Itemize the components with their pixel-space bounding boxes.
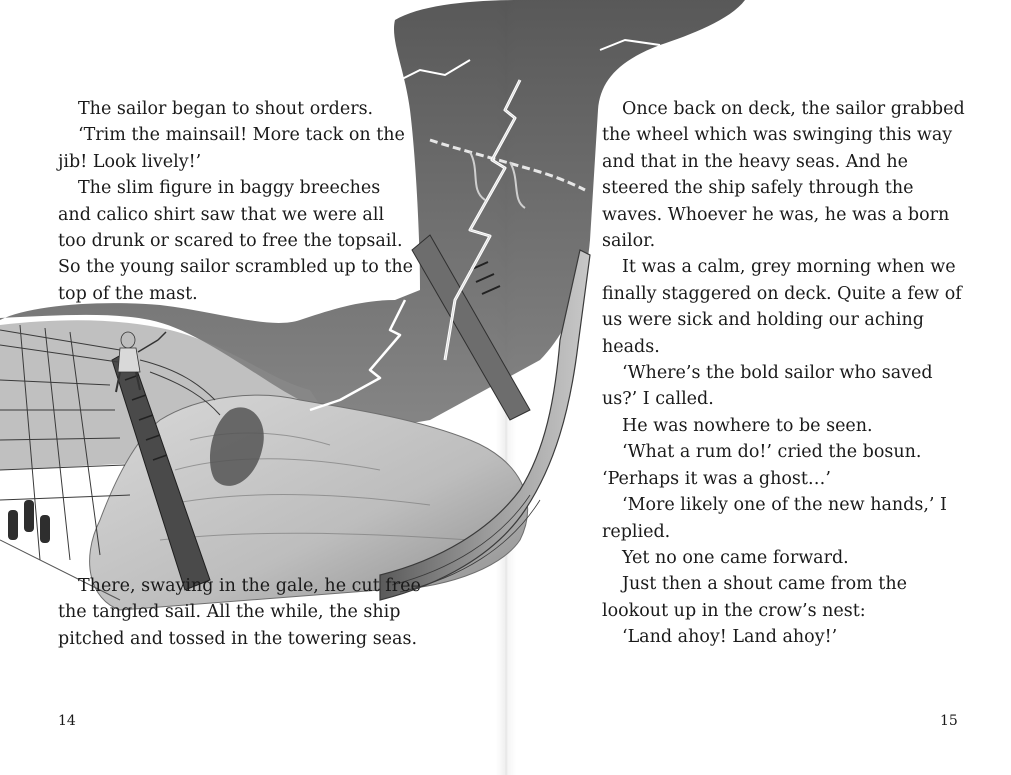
text-line: He was nowhere to be seen. bbox=[622, 415, 873, 436]
page-number-left: 14 bbox=[58, 713, 76, 729]
text-line: top of the mast. bbox=[58, 283, 198, 304]
text-line: the wheel which was swinging this way bbox=[602, 125, 953, 146]
text-line: Just then a shout came from the bbox=[622, 574, 907, 595]
text-line: us?’ I called. bbox=[602, 389, 714, 410]
text-line: sailor. bbox=[602, 231, 656, 252]
text-line: us were sick and holding our aching bbox=[602, 310, 924, 331]
text-line: lookout up in the crow’s nest: bbox=[602, 600, 866, 621]
paragraph bbox=[602, 545, 965, 571]
paragraph bbox=[602, 492, 965, 545]
paragraph bbox=[58, 573, 421, 652]
text-line: Yet no one came forward. bbox=[622, 547, 849, 568]
paragraph bbox=[58, 122, 413, 175]
text-line: and calico shirt saw that we were all bbox=[58, 204, 385, 225]
paragraph bbox=[602, 624, 965, 650]
text-line: The slim figure in baggy breeches bbox=[78, 178, 381, 199]
paragraph bbox=[602, 254, 965, 360]
text-line: The sailor began to shout orders. bbox=[78, 99, 374, 119]
text-line: ‘Trim the mainsail! More tack on the bbox=[78, 125, 405, 146]
paragraph bbox=[602, 413, 965, 439]
text-line: ‘Where’s the bold sailor who saved bbox=[622, 363, 933, 384]
text-line: ‘More likely one of the new hands,’ I bbox=[622, 495, 947, 516]
text-line: steered the ship safely through the bbox=[602, 178, 914, 199]
text-line: ‘Perhaps it was a ghost…’ bbox=[602, 468, 831, 489]
paragraph bbox=[58, 96, 413, 122]
text-line: finally staggered on deck. Quite a few of bbox=[602, 283, 962, 304]
left-page-text-top bbox=[58, 96, 413, 307]
paragraph bbox=[602, 571, 965, 624]
text-line: pitched and tossed in the towering seas. bbox=[58, 628, 418, 649]
paragraph bbox=[602, 360, 965, 413]
page-number-right: 15 bbox=[940, 713, 958, 729]
text-line: replied. bbox=[602, 521, 671, 542]
text-line: There, swaying in the gale, he cut free bbox=[78, 576, 421, 596]
text-line: the tangled sail. All the while, the ship bbox=[58, 602, 401, 623]
text-line: and that in the heavy seas. And he bbox=[602, 151, 909, 172]
rigging-blocks bbox=[8, 500, 50, 543]
left-page-text-bottom bbox=[58, 573, 421, 652]
paragraph bbox=[602, 96, 965, 254]
paragraph bbox=[602, 439, 965, 492]
text-line: ‘What a rum do!’ cried the bosun. bbox=[622, 442, 922, 463]
text-line: heads. bbox=[602, 336, 660, 357]
text-line: It was a calm, grey morning when we bbox=[622, 257, 956, 278]
paragraph bbox=[58, 175, 413, 307]
right-page-text bbox=[602, 96, 965, 651]
text-line: Once back on deck, the sailor grabbed bbox=[622, 99, 965, 119]
text-line: waves. Whoever he was, he was a born bbox=[602, 204, 950, 225]
text-line: So the young sailor scrambled up to the bbox=[58, 257, 414, 278]
text-line: jib! Look lively!’ bbox=[58, 151, 202, 172]
text-line: too drunk or scared to free the topsail. bbox=[58, 231, 403, 252]
text-line: ‘Land ahoy! Land ahoy!’ bbox=[622, 627, 838, 648]
